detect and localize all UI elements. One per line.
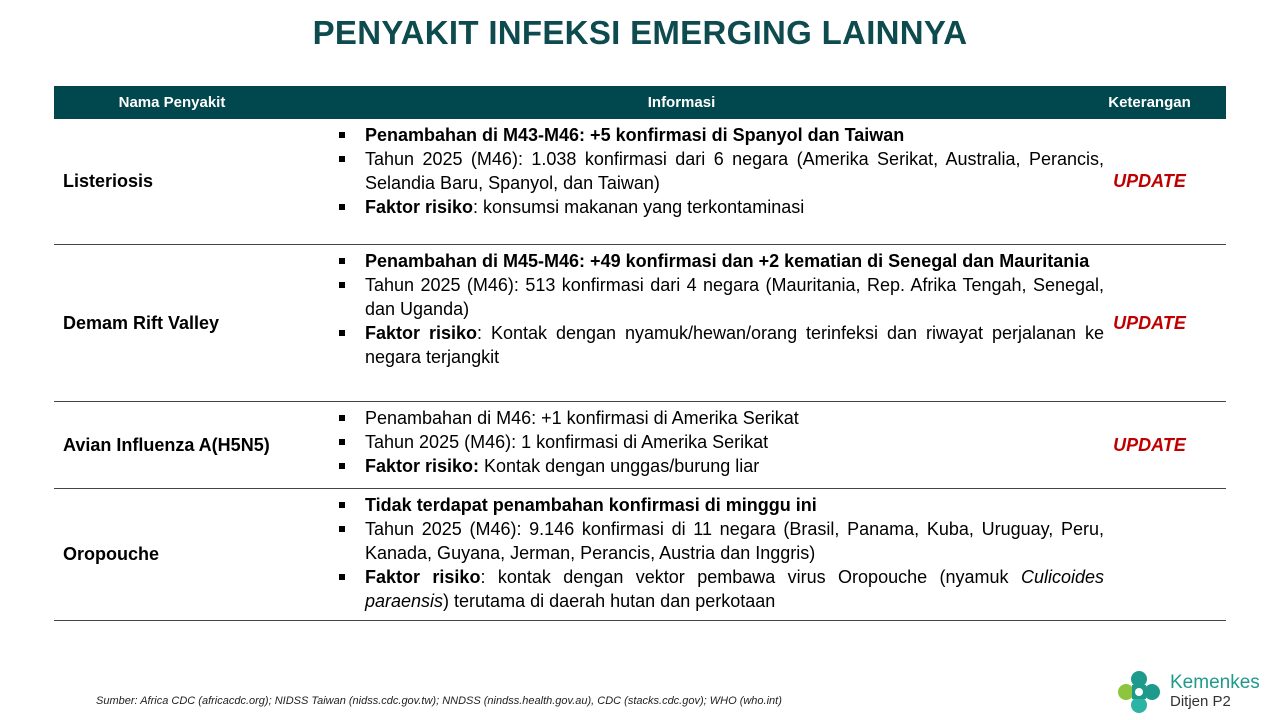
info-bullet (330, 321, 1104, 369)
info-bullet (330, 565, 1104, 613)
status-badge: UPDATE (1113, 312, 1186, 333)
risk-label: Faktor risiko: (365, 456, 480, 476)
risk-text: : Kontak dengan nyamuk/hewan/orang terinfeksi dan riwayat perjalanan ke negara terjangkit (365, 323, 1104, 367)
disease-name: Demam Rift Valley (63, 312, 220, 333)
species-name: Culicoides paraensis (365, 567, 1104, 611)
disease-name: Listeriosis (63, 171, 154, 191)
info-bullet: Tidak terdapat penambahan konfirmasi di minggu ini (330, 493, 1104, 517)
table-header (54, 86, 1226, 119)
risk-text: Kontak dengan unggas/burung liar (479, 456, 760, 476)
disease-name: Oropouche (63, 544, 160, 564)
risk-text: ) terutama di daerah hutan dan perkotaan (443, 591, 776, 611)
table-row (54, 402, 1226, 489)
status-badge: UPDATE (1113, 434, 1186, 455)
info-bullet: Tahun 2025 (M46): 513 konfirmasi dari 4 negara (Mauritania, Rep. Afrika Tengah, Senegal, dan Uganda) (330, 273, 1104, 321)
disease-info (290, 402, 1073, 488)
logo-name: Kemenkes (1170, 672, 1260, 693)
status-badge: UPDATE (1113, 171, 1186, 191)
disease-info (290, 489, 1104, 620)
info-bullet: Penambahan di M45-M46: +49 konfirmasi dan +2 kematian di Senegal dan Mauritania (330, 249, 1104, 273)
info-bullet (330, 454, 1104, 478)
info-bullet: Tahun 2025 (M46): 9.146 konfirmasi di 11 negara (Brasil, Panama, Kuba, Uruguay, Peru, Kanada, Guyana, Jerman, Perancis, Austria dan Inggris) (330, 517, 1104, 565)
info-bullet: Tahun 2025 (M46): 1.038 konfirmasi dari 6 negara (Amerika Serikat, Australia, Perancis, Selandia Baru, Spanyol, dan Taiwan) (330, 147, 1104, 195)
table-row (54, 489, 1226, 621)
info-bullet: Penambahan di M46: +1 konfirmasi di Amerika Serikat (330, 406, 1104, 430)
disease-name: Avian Influenza A(H5N5) (63, 434, 270, 455)
header-name: Nama Penyakit (118, 94, 226, 111)
header-note: Keterangan (1108, 94, 1191, 111)
table-row (54, 245, 1226, 402)
logo-subtitle: Ditjen P2 (1170, 693, 1231, 710)
info-bullet: Tahun 2025 (M46): 1 konfirmasi di Amerika Serikat (330, 430, 1104, 454)
risk-label: Faktor risiko (365, 197, 474, 217)
kemenkes-logo (1116, 668, 1276, 716)
risk-text: : konsumsi makanan yang terkontaminasi (473, 197, 805, 217)
disease-info (290, 245, 1104, 401)
info-bullet (330, 195, 1104, 219)
risk-text: : kontak dengan vektor pembawa virus Oropouche (nyamuk (480, 567, 1021, 587)
disease-table (54, 86, 1226, 621)
source-note: Sumber: Africa CDC (africacdc.org); NIDSS Taiwan (nidss.cdc.gov.tw); NNDSS (nindss.health.gov.au), CDC (stacks.cdc.gov); WHO (who.int) (96, 695, 782, 707)
page-title: PENYAKIT INFEKSI EMERGING LAINNYA (312, 14, 968, 51)
info-bullet: Penambahan di M43-M46: +5 konfirmasi di Spanyol dan Taiwan (330, 123, 1104, 147)
risk-label: Faktor risiko (365, 323, 477, 343)
disease-info (290, 119, 1104, 244)
risk-label: Faktor risiko (365, 567, 481, 587)
kemenkes-logo-icon (1116, 669, 1162, 715)
header-info: Informasi (647, 94, 716, 111)
table-row (54, 119, 1226, 245)
